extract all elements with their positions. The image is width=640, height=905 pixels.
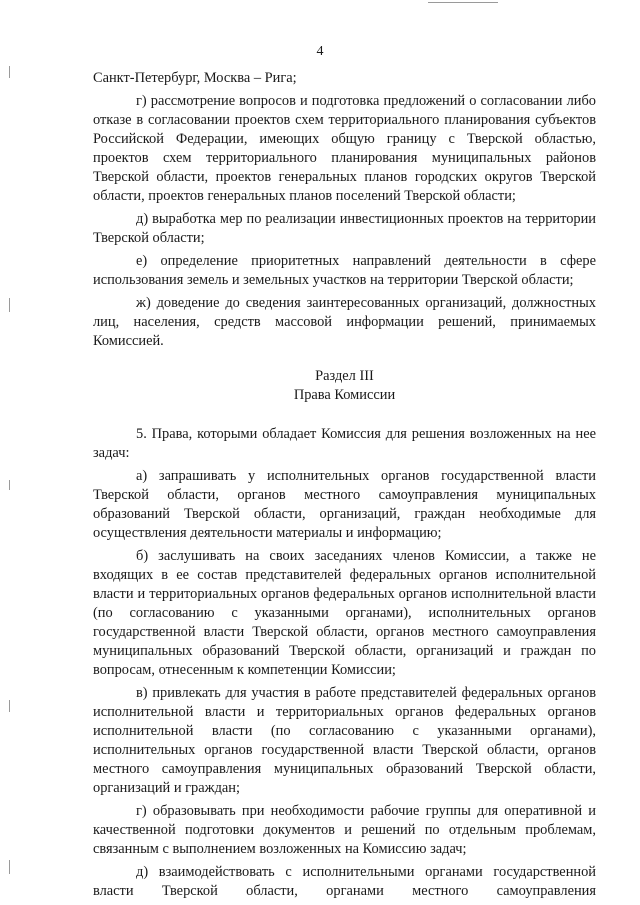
list-item-g: г) рассмотрение вопросов и подготовка предложений о согласовании либо отказе в согласовании проектов схем территориального планирования субъектов Российской Федерации, имеющих общую границу с Тверской областью, проектов схем территориального планирования муниципальных районов Тверской области, проектов генеральных планов городских округов Тверской области, проектов генеральных планов поселений Тверской области; [93, 93, 596, 204]
list-item-e: е) определение приоритетных направлений деятельности в сфере использования земель и земельных участков на территории Тверской области; [93, 253, 596, 288]
scan-mark-left-5 [9, 860, 10, 874]
paragraph-continuation: Санкт-Петербург, Москва – Рига; [93, 70, 297, 86]
scan-mark-left-4 [9, 700, 10, 712]
scan-mark-left-3 [9, 480, 10, 490]
page-number: 4 [316, 44, 324, 59]
right-item-g: г) образовывать при необходимости рабочие группы для оперативной и качественной подготовки документов и решений по отдельным проблемам, связанным с выполнением возложенных на Комиссию задач; [93, 803, 596, 857]
scan-mark-left-1 [9, 66, 10, 78]
right-item-a: а) запрашивать у исполнительных органов государственной власти Тверской области, органов местного самоуправления муниципальных образований Тверской области, организаций, граждан необходимые для осуществления деятельности материалы и информацию; [93, 468, 596, 541]
list-item-d: д) выработка мер по реализации инвестиционных проектов на территории Тверской области; [93, 211, 596, 246]
body-text [93, 69, 596, 905]
section-title: Права Комиссии [293, 387, 396, 403]
right-item-v: в) привлекать для участия в работе представителей федеральных органов исполнительной власти и территориальных органов федеральных органов исполнительной власти (по согласованию с указанными органами), исполнительных органов государственной власти Тверской области, органов местного самоуправления муниципальных образований Тверской области, организаций и граждан; [93, 685, 596, 796]
section-number: Раздел III [315, 368, 374, 384]
right-item-b: б) заслушивать на своих заседаниях членов Комиссии, а также не входящих в ее состав представителей федеральных органов исполнительной власти и территориальных органов федеральных органов исполнительной власти (по согласованию с указанными органами), исполнительных органов государственной власти Тверской области, органов местного самоуправления муниципальных образований Тверской области, организаций и граждан по вопросам, отнесенным к компетенции Комиссии; [93, 548, 596, 678]
clause-5: 5. Права, которыми обладает Комиссия для решения возложенных на нее задач: [93, 426, 596, 461]
scan-mark-left-2 [9, 298, 10, 312]
section-heading [93, 367, 596, 405]
list-item-zh: ж) доведение до сведения заинтересованных организаций, должностных лиц, населения, средств массовой информации решений, принимаемых Комиссией. [93, 295, 596, 349]
scan-mark-top [428, 2, 498, 3]
right-item-d: д) взаимодействовать с исполнительными органами государственной власти Тверской области, органами местного самоуправления [93, 864, 596, 899]
